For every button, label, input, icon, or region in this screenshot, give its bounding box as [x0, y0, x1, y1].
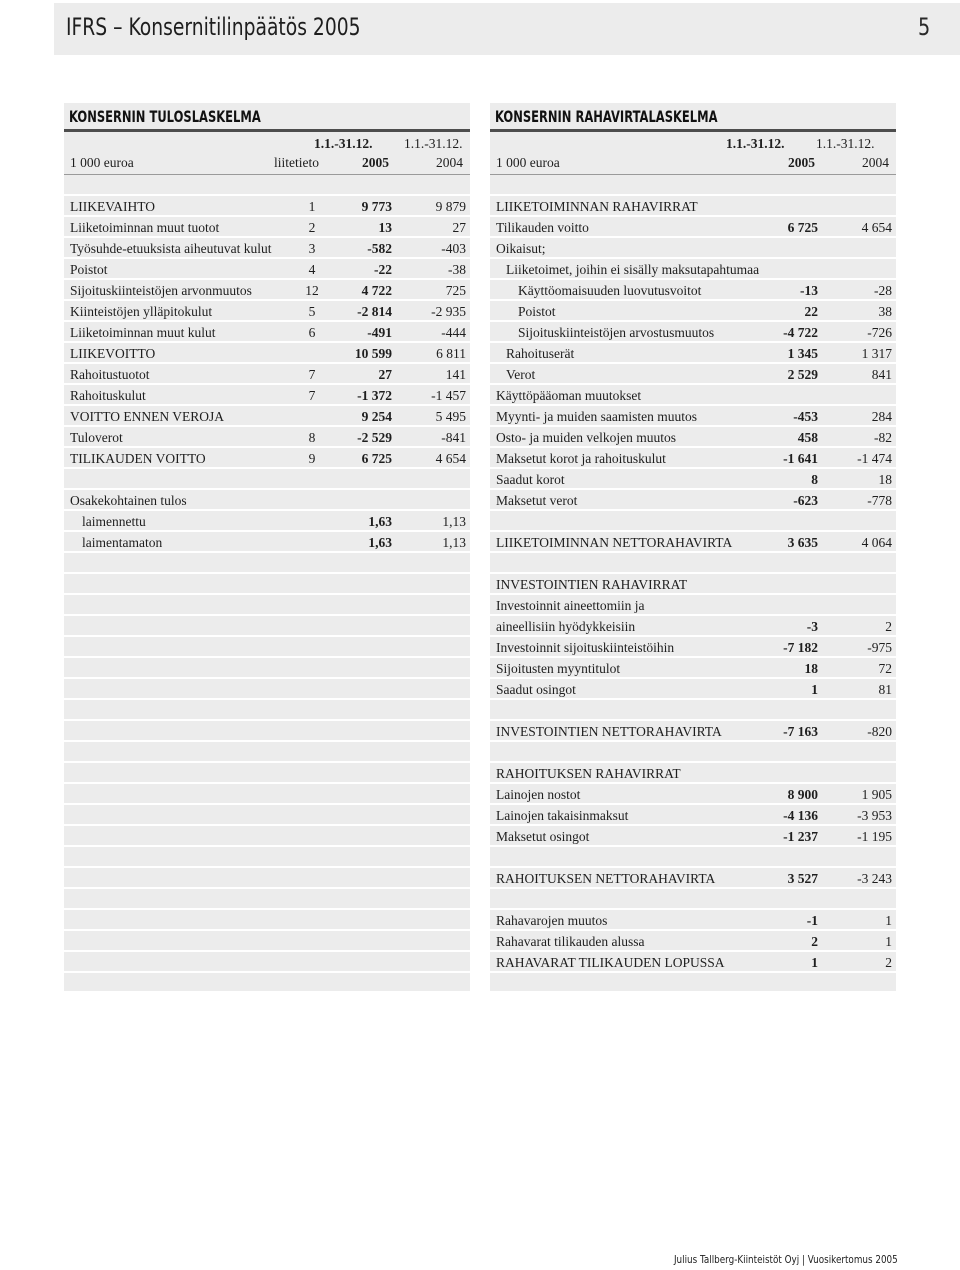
row-separator: [490, 824, 896, 826]
table-row: [496, 280, 892, 301]
header-rule: [64, 174, 470, 175]
table-row: [70, 427, 466, 448]
value-2004: 141: [445, 366, 466, 382]
header-rule: [490, 174, 896, 175]
row-separator: [490, 530, 896, 532]
row-label: Saadut korot: [496, 471, 565, 487]
value-2005: -453: [793, 408, 818, 424]
row-label: Saadut osingot: [496, 681, 576, 697]
value-2005: 3 527: [787, 870, 818, 886]
row-separator: [64, 215, 470, 217]
value-2004: 4 654: [435, 450, 466, 466]
row-separator: [490, 236, 896, 238]
row-separator: [64, 782, 470, 784]
value-2005: 8: [811, 471, 818, 487]
row-separator: [490, 719, 896, 721]
row-separator: [490, 257, 896, 259]
row-label: LIIKEVOITTO: [70, 345, 156, 361]
row-separator: [64, 971, 470, 973]
value-2005: 8 900: [787, 786, 818, 802]
row-label: laimennettu: [82, 513, 146, 529]
row-separator: [64, 236, 470, 238]
table-row: [496, 490, 892, 511]
table-row: [496, 637, 892, 658]
row-label: INVESTOINTIEN RAHAVIRRAT: [496, 576, 688, 592]
table-row: [496, 385, 892, 406]
value-2005: 1: [811, 954, 818, 970]
row-separator: [64, 194, 470, 196]
row-separator: [490, 698, 896, 700]
row-separator: [490, 845, 896, 847]
value-2004: 1: [885, 912, 892, 928]
row-label: LIIKETOIMINNAN NETTORAHAVIRTA: [496, 534, 733, 550]
row-separator: [490, 929, 896, 931]
row-label: INVESTOINTIEN NETTORAHAVIRTA: [496, 723, 722, 739]
value-2005: -4 722: [783, 324, 818, 340]
table-row: [496, 238, 892, 259]
value-2005: -7 182: [783, 639, 818, 655]
row-separator: [64, 803, 470, 805]
row-separator: [490, 614, 896, 616]
row-separator: [490, 341, 896, 343]
row-label: Työsuhde-etuuksista aiheutuvat kulut: [70, 240, 272, 256]
row-separator: [64, 677, 470, 679]
row-separator: [490, 362, 896, 364]
value-2005: 1: [811, 681, 818, 697]
value-2004: 38: [878, 303, 892, 319]
year-2005: 2005: [362, 155, 389, 170]
table-row: [70, 343, 466, 364]
value-2005: 10 599: [354, 345, 392, 361]
value-2004: 1: [885, 933, 892, 949]
value-2004: 9 879: [435, 198, 466, 214]
row-separator: [490, 383, 896, 385]
table-row: [496, 448, 892, 469]
row-separator: [64, 845, 470, 847]
row-label: RAHAVARAT TILIKAUDEN LOPUSSA: [496, 954, 725, 970]
cashflow-title: KONSERNIN RAHAVIRTALASKELMA: [495, 107, 718, 126]
row-separator: [64, 383, 470, 385]
year-2005: 2005: [788, 155, 815, 170]
value-2005: -13: [800, 282, 818, 298]
value-2005: -491: [367, 324, 392, 340]
row-separator: [64, 299, 470, 301]
value-2005: 1,63: [368, 513, 392, 529]
table-row: [496, 910, 892, 931]
value-2005: 13: [378, 219, 392, 235]
income-statement-title: KONSERNIN TULOSLASKELMA: [69, 107, 261, 126]
value-2005: 458: [797, 429, 818, 445]
row-note: 12: [305, 282, 319, 298]
row-separator: [64, 614, 470, 616]
value-2004: 27: [452, 219, 466, 235]
row-label: Maksetut verot: [496, 492, 578, 508]
row-separator: [64, 551, 470, 553]
table-row: [496, 322, 892, 343]
table-row: [496, 343, 892, 364]
value-2005: -1 237: [783, 828, 818, 844]
table-row: [496, 574, 892, 595]
row-label: Rahoituskulut: [70, 387, 146, 403]
table-row: [70, 301, 466, 322]
value-2005: -2 814: [357, 303, 392, 319]
value-2004: 81: [878, 681, 892, 697]
row-separator: [64, 635, 470, 637]
value-2004: -841: [441, 429, 466, 445]
table-row: [496, 427, 892, 448]
table-row: [70, 385, 466, 406]
row-label: Käyttöpääoman muutokset: [496, 387, 642, 403]
row-label: Sijoituskiinteistöjen arvostusmuutos: [518, 324, 715, 340]
value-2004: 284: [871, 408, 892, 424]
row-label: Rahavarojen muutos: [496, 912, 608, 928]
row-separator: [490, 320, 896, 322]
row-separator: [64, 257, 470, 259]
value-2005: 4 722: [361, 282, 392, 298]
row-label: Myynti- ja muiden saamisten muutos: [496, 408, 697, 424]
row-label: Maksetut osingot: [496, 828, 590, 844]
row-separator: [64, 719, 470, 721]
value-2004: 4 654: [861, 219, 892, 235]
value-2005: 1 345: [787, 345, 818, 361]
eps-title: Osakekohtainen tulos: [70, 492, 187, 508]
row-note: 4: [308, 261, 316, 277]
row-separator: [64, 740, 470, 742]
value-2005: 2 529: [787, 366, 818, 382]
total-row: [496, 868, 892, 889]
row-separator: [490, 215, 896, 217]
row-separator: [490, 677, 896, 679]
row-separator: [64, 908, 470, 910]
row-label: Investoinnit aineettomiin ja: [496, 597, 645, 613]
table-row: [70, 364, 466, 385]
row-note: 8: [308, 429, 316, 445]
total-row: [496, 532, 892, 553]
value-2004: 2: [885, 954, 892, 970]
row-separator: [64, 887, 470, 889]
value-2004: 1 905: [861, 786, 892, 802]
row-label: aineellisiin hyödykkeisiin: [496, 618, 636, 634]
table-row: [70, 238, 466, 259]
row-separator: [64, 929, 470, 931]
row-separator: [490, 509, 896, 511]
row-note: 3: [308, 240, 316, 256]
row-separator: [490, 572, 896, 574]
table-row: [496, 763, 892, 784]
page-number: 5: [917, 13, 930, 41]
row-label: LIIKETOIMINNAN RAHAVIRRAT: [496, 198, 698, 214]
row-label: Tuloverot: [70, 429, 123, 445]
value-2004: 18: [878, 471, 892, 487]
row-note: 6: [308, 324, 316, 340]
table-row: [496, 469, 892, 490]
table-row: [496, 616, 892, 637]
table-row: [496, 364, 892, 385]
value-2005: -3: [806, 618, 818, 634]
table-row: [496, 406, 892, 427]
row-label: Liiketoimet, joihin ei sisälly maksutapahtumaa: [506, 261, 760, 277]
row-separator: [490, 635, 896, 637]
value-2004: 841: [871, 366, 892, 382]
year-2004: 2004: [862, 155, 889, 170]
value-2004: -38: [448, 261, 466, 277]
row-label: Kiinteistöjen ylläpitokulut: [70, 303, 213, 319]
row-label: Oikaisut;: [496, 240, 546, 256]
value-2004: -820: [867, 723, 892, 739]
value-2004: -28: [874, 282, 892, 298]
row-label: Verot: [506, 366, 536, 382]
table-row: [496, 931, 892, 952]
row-separator: [64, 341, 470, 343]
row-separator: [64, 425, 470, 427]
row-separator: [64, 320, 470, 322]
row-separator: [490, 467, 896, 469]
table-row: [496, 826, 892, 847]
table-row: [70, 280, 466, 301]
row-separator: [490, 446, 896, 448]
row-label: RAHOITUKSEN NETTORAHAVIRTA: [496, 870, 716, 886]
row-label: Rahoituserät: [506, 345, 575, 361]
row-separator: [64, 509, 470, 511]
row-note: 9: [308, 450, 316, 466]
value-2005: -582: [367, 240, 392, 256]
row-note: 7: [308, 387, 316, 403]
table-row: [70, 448, 466, 469]
row-label: RAHOITUKSEN RAHAVIRRAT: [496, 765, 681, 781]
row-separator: [490, 908, 896, 910]
row-label: TILIKAUDEN VOITTO: [70, 450, 206, 466]
value-2004: 6 811: [436, 345, 466, 361]
value-2004: -1 195: [857, 828, 892, 844]
value-2004: 5 495: [435, 408, 466, 424]
total-row: [496, 721, 892, 742]
value-2004: -3 953: [857, 807, 892, 823]
value-2005: 9 773: [361, 198, 392, 214]
row-label: Lainojen takaisinmaksut: [496, 807, 629, 823]
table-row: [496, 784, 892, 805]
row-separator: [64, 467, 470, 469]
row-separator: [490, 740, 896, 742]
table-row: [496, 301, 892, 322]
row-separator: [64, 656, 470, 658]
value-2005: -4 136: [783, 807, 818, 823]
unit-label: 1 000 euroa: [70, 155, 134, 170]
table-row: [496, 658, 892, 679]
value-2004: -1 474: [857, 450, 892, 466]
row-separator: [490, 971, 896, 973]
table-row: [70, 259, 466, 280]
value-2005: -1 641: [783, 450, 818, 466]
row-label: Rahavarat tilikauden alussa: [496, 933, 645, 949]
value-2004: -975: [867, 639, 892, 655]
income-statement-panel: [64, 103, 470, 991]
row-separator: [490, 593, 896, 595]
row-label: Sijoituskiinteistöjen arvonmuutos: [70, 282, 252, 298]
cashflow-panel: [490, 103, 896, 991]
value-2005: -623: [793, 492, 818, 508]
value-2005: 6 725: [361, 450, 392, 466]
year-2004: 2004: [436, 155, 463, 170]
value-2004: 1 317: [861, 345, 892, 361]
page-header: [54, 3, 960, 55]
table-row: [496, 679, 892, 700]
row-separator: [64, 446, 470, 448]
row-separator: [64, 698, 470, 700]
row-separator: [490, 488, 896, 490]
table-row: [496, 196, 892, 217]
table-row: [496, 595, 892, 616]
value-2004: -726: [867, 324, 892, 340]
row-label: Liiketoiminnan muut kulut: [70, 324, 216, 340]
row-separator: [64, 950, 470, 952]
value-2005: 22: [804, 303, 818, 319]
eps-row: [70, 532, 466, 553]
row-separator: [490, 299, 896, 301]
row-separator: [490, 656, 896, 658]
value-2004: 2: [885, 618, 892, 634]
row-note: 5: [308, 303, 316, 319]
row-label: VOITTO ENNEN VEROJA: [70, 408, 224, 424]
value-2005: -1: [806, 912, 818, 928]
value-2004: -82: [874, 429, 892, 445]
row-separator: [490, 194, 896, 196]
row-label: Poistot: [70, 261, 108, 277]
value-2005: 6 725: [787, 219, 818, 235]
value-2004: -444: [441, 324, 466, 340]
row-separator: [64, 278, 470, 280]
row-separator: [64, 530, 470, 532]
row-label: Sijoitusten myyntitulot: [496, 660, 621, 676]
table-row: [70, 217, 466, 238]
row-label: Käyttöomaisuuden luovutusvoitot: [518, 282, 702, 298]
row-label: laimentamaton: [82, 534, 163, 550]
row-label: Lainojen nostot: [496, 786, 581, 802]
row-label: LIIKEVAIHTO: [70, 198, 155, 214]
value-2004: 1,13: [442, 513, 466, 529]
value-2005: 27: [378, 366, 392, 382]
row-separator: [490, 887, 896, 889]
value-2004: 725: [445, 282, 466, 298]
value-2005: -7 163: [783, 723, 818, 739]
value-2004: -1 457: [431, 387, 466, 403]
value-2004: -2 935: [431, 303, 466, 319]
table-row: [496, 217, 892, 238]
value-2005: 1,63: [368, 534, 392, 550]
value-2005: 18: [804, 660, 818, 676]
row-label: Rahoitustuotot: [70, 366, 150, 382]
row-separator: [64, 404, 470, 406]
row-separator: [490, 866, 896, 868]
value-2004: -403: [441, 240, 466, 256]
row-separator: [64, 488, 470, 490]
row-separator: [64, 593, 470, 595]
row-note: 2: [308, 219, 316, 235]
note-header: liitetieto: [274, 155, 319, 170]
row-label: Investoinnit sijoituskiinteistöihin: [496, 639, 675, 655]
table-row: [70, 196, 466, 217]
table-row: [496, 259, 892, 280]
value-2004: -778: [867, 492, 892, 508]
value-2005: 2: [811, 933, 818, 949]
row-separator: [490, 404, 896, 406]
row-separator: [490, 761, 896, 763]
row-label: Tilikauden voitto: [496, 219, 589, 235]
row-separator: [64, 824, 470, 826]
page-title: IFRS – Konsernitilinpäätös 2005: [66, 13, 361, 41]
row-note: 1: [308, 198, 316, 214]
unit-label: 1 000 euroa: [496, 155, 560, 170]
row-separator: [490, 950, 896, 952]
table-row: [496, 805, 892, 826]
row-label: Maksetut korot ja rahoituskulut: [496, 450, 666, 466]
table-row: [70, 406, 466, 427]
row-label: Poistot: [518, 303, 556, 319]
value-2005: -1 372: [357, 387, 392, 403]
page-footer: Julius Tallberg-Kiinteistöt Oyj | Vuosikertomus 2005: [674, 1253, 898, 1266]
table-row: [496, 952, 892, 973]
row-separator: [490, 782, 896, 784]
value-2004: 72: [878, 660, 892, 676]
period-2005: 1.1.-31.12.: [726, 136, 785, 151]
title-rule: [64, 129, 470, 132]
row-separator: [490, 803, 896, 805]
row-separator: [64, 761, 470, 763]
value-2004: 4 064: [861, 534, 892, 550]
value-2004: 1,13: [442, 534, 466, 550]
eps-title-row: [70, 490, 466, 511]
row-separator: [490, 278, 896, 280]
value-2005: 9 254: [361, 408, 392, 424]
table-row: [70, 322, 466, 343]
row-separator: [64, 362, 470, 364]
row-separator: [490, 551, 896, 553]
period-2005: 1.1.-31.12.: [314, 136, 373, 151]
row-note: 7: [308, 366, 316, 382]
eps-row: [70, 511, 466, 532]
value-2004: -3 243: [857, 870, 892, 886]
period-2004: 1.1.-31.12.: [816, 136, 875, 151]
row-separator: [64, 572, 470, 574]
row-separator: [490, 425, 896, 427]
row-separator: [64, 866, 470, 868]
value-2005: -22: [374, 261, 392, 277]
row-label: Osto- ja muiden velkojen muutos: [496, 429, 676, 445]
period-2004: 1.1.-31.12.: [404, 136, 463, 151]
value-2005: 3 635: [787, 534, 818, 550]
row-label: Liiketoiminnan muut tuotot: [70, 219, 220, 235]
value-2005: -2 529: [357, 429, 392, 445]
title-rule: [490, 129, 896, 132]
